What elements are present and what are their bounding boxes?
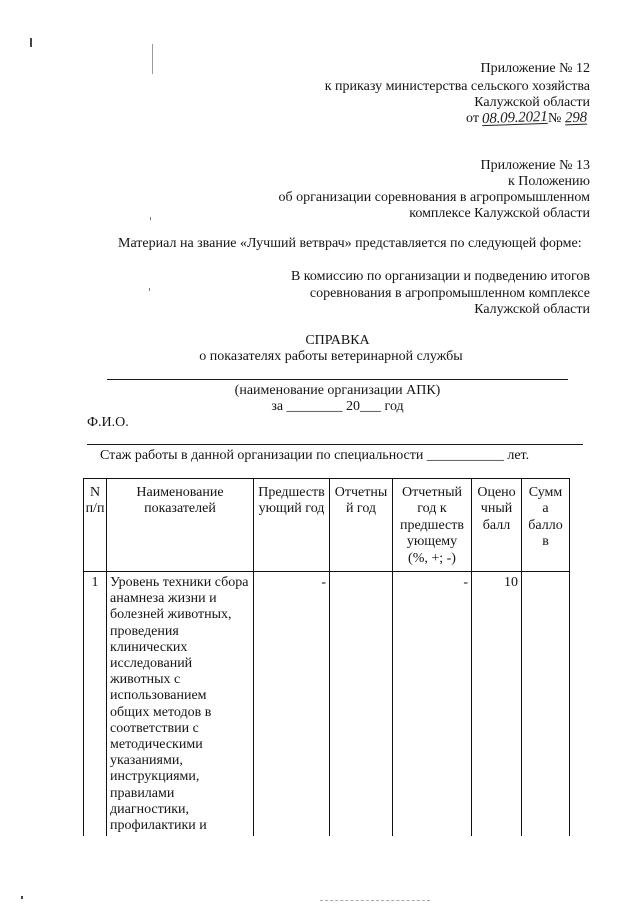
header-text-line: N xyxy=(89,485,101,500)
scan-mark xyxy=(149,288,150,291)
appendix-13-line: комплексе Калужской области xyxy=(409,206,590,221)
certificate-title: СПРАВКА xyxy=(305,333,370,348)
indicator-text-line: анамнеза жизни и xyxy=(110,591,217,607)
appendix-12-date-line xyxy=(466,110,587,127)
appendix-12-order-line: к приказу министерства сельского хозяйства xyxy=(324,79,590,94)
header-cell-score xyxy=(472,478,522,572)
header-text-line: ующий год xyxy=(258,501,325,517)
indicators-table xyxy=(83,478,570,836)
appendix-13-title: Приложение № 13 xyxy=(480,158,590,173)
header-text-line: предшеств xyxy=(400,517,464,533)
row-change-cell: - xyxy=(393,572,472,836)
header-cell-number xyxy=(83,478,107,572)
handwritten-date: 08.09.2021 xyxy=(482,108,549,128)
header-text-line: Отчетны xyxy=(334,485,388,500)
indicator-text-line: инструкциями, xyxy=(110,769,200,785)
certificate-subtitle: о показателях работы ветеринарной службы xyxy=(199,349,463,364)
indicator-text-line: диагностики, xyxy=(110,801,190,817)
handwritten-number: 298 xyxy=(564,109,587,127)
indicator-text-line: Уровень техники сбора xyxy=(110,575,249,590)
header-cell-reporting-year xyxy=(330,478,393,572)
indicator-text-line: животных с xyxy=(110,672,181,688)
row-number-cell: 1 xyxy=(83,572,107,836)
scan-mark xyxy=(320,900,430,901)
fio-label: Ф.И.О. xyxy=(87,415,129,430)
indicator-text-line: общих методов в xyxy=(110,704,212,720)
header-text-line: Оцено xyxy=(477,485,516,500)
appendix-12-region-line: Калужской области xyxy=(474,95,590,110)
header-text-line: Предшеств xyxy=(258,485,325,500)
number-sign: № xyxy=(547,111,562,126)
header-text-line: балло xyxy=(528,517,563,533)
indicator-text-line: указаниями, xyxy=(110,753,183,769)
indicator-text-line: проведения xyxy=(110,623,179,639)
header-text-line: год к xyxy=(417,501,447,517)
header-text-line: балл xyxy=(482,517,511,533)
header-text-line: показателей xyxy=(144,501,216,517)
row-reporting-year-cell xyxy=(330,572,393,836)
scan-mark xyxy=(21,896,23,899)
header-text-line: (%, +; -) xyxy=(408,550,456,566)
header-text-line: Отчетный xyxy=(402,485,462,500)
row-total-cell xyxy=(522,572,570,836)
row-previous-year-cell: - xyxy=(254,572,330,836)
header-cell-change xyxy=(393,478,472,572)
intro-text: Материал на звание «Лучший ветврач» представляется по следующей форме: xyxy=(118,236,582,251)
addressee-line: соревнования в агропромышленном комплексе xyxy=(309,286,590,301)
fio-line xyxy=(87,444,583,445)
scan-mark xyxy=(30,38,32,47)
addressee-line: В комиссию по организации и подведению итогов xyxy=(290,269,590,284)
row-indicator-cell xyxy=(107,572,254,836)
header-cell-previous-year xyxy=(254,478,330,572)
indicator-text-line: болезней животных, xyxy=(110,607,232,623)
header-text-line: а xyxy=(542,501,549,517)
appendix-12-title: Приложение № 12 xyxy=(480,61,590,76)
date-prefix: от xyxy=(466,111,479,126)
indicator-text-line: методическими xyxy=(110,737,203,753)
organization-name-line xyxy=(107,379,568,380)
row-score-cell: 10 xyxy=(472,572,522,836)
header-text-line: ующему xyxy=(406,534,458,550)
organization-caption: (наименование организации АПК) xyxy=(234,383,441,398)
indicator-text-line: соответствии с xyxy=(110,720,199,736)
indicator-text-line: правилами xyxy=(110,785,175,801)
period-line: за ________ 20___ год xyxy=(271,399,404,414)
header-text-line: в xyxy=(542,534,549,550)
header-cell-total xyxy=(522,478,570,572)
scan-mark xyxy=(150,217,151,220)
appendix-13-line: к Положению xyxy=(507,174,590,189)
header-text-line: Наименование xyxy=(136,485,224,500)
addressee-line: Калужской области xyxy=(474,302,590,317)
scan-mark xyxy=(152,44,153,74)
experience-line: Стаж работы в данной организации по специальности ___________ лет. xyxy=(100,448,530,463)
header-text-line: п/п xyxy=(85,501,105,517)
indicator-text-line: исследований xyxy=(110,656,193,672)
indicator-text-line: использованием xyxy=(110,688,207,704)
header-text-line: Сумм xyxy=(528,485,563,500)
header-cell-indicator xyxy=(107,478,254,572)
header-text-line: й год xyxy=(345,501,377,517)
appendix-13-line: об организации соревнования в агропромышленном xyxy=(278,190,590,205)
indicator-text-line: профилактики и xyxy=(110,818,207,834)
indicator-text-line: клинических xyxy=(110,639,188,655)
header-text-line: чный xyxy=(480,501,513,517)
